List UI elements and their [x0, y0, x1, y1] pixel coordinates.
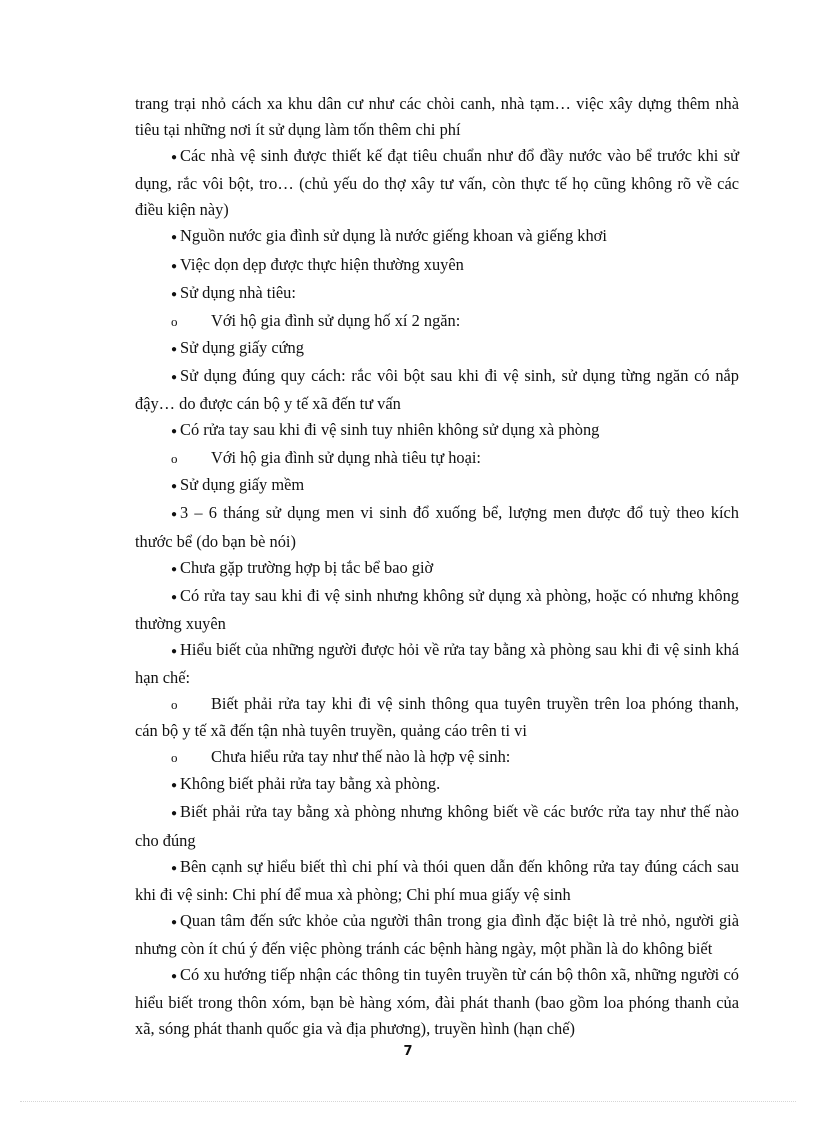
sub-item — [135, 691, 739, 744]
circle-bullet-icon: o — [171, 313, 178, 329]
circle-bullet-icon: o — [171, 451, 178, 467]
paragraph-text: Có xu hướng tiếp nhận các thông tin tuyên truyền từ cán bộ thôn xã, những người có hiểu biết trong thôn xóm, bạn bè hàng xóm, đài phát thanh (bao gồm loa phóng thanh của xã, sóng phát thanh quốc gia và địa phương), truyền hình (hạn chế) — [135, 965, 739, 1039]
bullet-item — [135, 637, 739, 691]
bullet-icon: ● — [171, 232, 178, 244]
sub-item — [135, 308, 739, 335]
bullet-item — [135, 417, 739, 445]
bullet-icon: ● — [171, 862, 178, 874]
circle-bullet-icon: o — [171, 697, 178, 713]
bullet-item — [135, 771, 739, 799]
paragraph-text: Bên cạnh sự hiểu biết thì chi phí và thói quen dẫn đến không rửa tay đúng cách sau khi đi vệ sinh: Chi phí để mua xà phòng; Chi phí mua giấy vệ sinh — [135, 856, 739, 904]
bullet-item — [135, 280, 739, 308]
bullet-icon: ● — [171, 971, 178, 982]
page-number: 7 — [403, 1044, 413, 1059]
bullet-icon: ● — [171, 371, 178, 383]
bullet-icon: ● — [171, 288, 178, 300]
paragraph-text: Với hộ gia đình sử dụng hố xí 2 ngăn: — [211, 310, 461, 330]
paragraph-text: Các nhà vệ sinh được thiết kế đạt tiêu chuẩn như đổ đầy nước vào bể trước khi sử dụng, rắc vôi bột, tro… (chủ yếu do thợ xây tư vấn, còn thực tế họ cũng không rõ về các điều kiện này) — [135, 146, 739, 220]
paragraph-text: Quan tâm đến sức khỏe của người thân trong gia đình đặc biệt là trẻ nhỏ, người già nhưng còn ít chú ý đến việc phòng tránh các bệnh hàng ngày, một phần là do không biết — [135, 910, 739, 958]
bullet-item — [135, 799, 739, 853]
bullet-item — [135, 854, 739, 908]
circle-bullet-icon: o — [171, 750, 178, 766]
paragraph-text: 3 – 6 tháng sử dụng men vi sinh đổ xuống bể, lượng men được đổ tuỳ theo kích thước bể (do bạn bè nói) — [135, 503, 739, 551]
paragraph-text: Việc dọn dẹp được thực hiện thường xuyên — [180, 254, 464, 274]
paragraph-text: Biết phải rửa tay bằng xà phòng nhưng không biết về các bước rửa tay như thế nào cho đúng — [135, 802, 739, 850]
sub-item — [135, 445, 739, 472]
bullet-icon: ● — [171, 509, 178, 521]
paragraph-text: Sử dụng đúng quy cách: rắc vôi bột sau khi đi vệ sinh, sử dụng từng ngăn có nắp đậy… do được cán bộ y tế xã đến tư vấn — [135, 365, 739, 414]
paragraph-text: trang trại nhỏ cách xa khu dân cư như các chòi canh, nhà tạm… việc xây dựng thêm nhà tiêu tại những nơi ít sử dụng làm tốn thêm chi phí — [135, 94, 739, 140]
bullet-icon: ● — [171, 152, 178, 164]
paragraph — [135, 91, 739, 143]
paragraph-text: Nguồn nước gia đình sử dụng là nước giếng khoan và giếng khơi — [180, 226, 607, 246]
bullet-icon: ● — [171, 426, 178, 438]
bullet-icon: ● — [171, 591, 178, 603]
bullet-item — [135, 500, 739, 554]
paragraph-text: Sử dụng giấy mềm — [180, 475, 305, 495]
paragraph-text: Với hộ gia đình sử dụng nhà tiêu tự hoại: — [211, 448, 481, 468]
paragraph-text: Có rửa tay sau khi đi vệ sinh tuy nhiên không sử dụng xà phòng — [180, 420, 600, 440]
bullet-item — [135, 335, 739, 363]
paragraph-text: Sử dụng nhà tiêu: — [180, 282, 296, 302]
paragraph-text: Chưa hiểu rửa tay như thế nào là hợp vệ sinh: — [211, 747, 511, 767]
paragraph-text: Chưa gặp trường hợp bị tắc bể bao giờ — [180, 557, 434, 577]
sub-item — [135, 744, 739, 771]
bullet-item — [135, 583, 739, 637]
bullet-icon: ● — [171, 645, 178, 657]
bullet-icon: ● — [171, 481, 178, 493]
bullet-item — [135, 472, 739, 500]
bullet-item — [135, 143, 739, 223]
bullet-item — [135, 363, 739, 417]
bullet-icon: ● — [171, 563, 178, 575]
bullet-item — [135, 962, 739, 1042]
bullet-item — [135, 223, 739, 251]
bullet-icon: ● — [171, 260, 178, 272]
page-bottom-rule — [20, 1101, 796, 1102]
bullet-icon: ● — [171, 343, 178, 355]
bullet-item — [135, 252, 739, 280]
bullet-item — [135, 555, 739, 583]
bullet-icon: ● — [171, 916, 178, 928]
paragraph-text: Hiểu biết của những người được hỏi về rửa tay bằng xà phòng sau khi đi vệ sinh khá hạn chế: — [135, 639, 739, 687]
body-text — [135, 91, 739, 1042]
paragraph-text: Không biết phải rửa tay bằng xà phòng. — [180, 774, 441, 794]
paragraph-text: Có rửa tay sau khi đi vệ sinh nhưng không sử dụng xà phòng, hoặc có nhưng không thường xuyên — [135, 585, 739, 633]
bullet-item — [135, 908, 739, 962]
bullet-icon: ● — [171, 808, 178, 820]
paragraph-text: Sử dụng giấy cứng — [180, 337, 304, 357]
paragraph-text: Biết phải rửa tay khi đi vệ sinh thông qua tuyên truyền trên loa phóng thanh, cán bộ y tế xã đến tận nhà tuyên truyền, quảng cáo trên ti vi — [135, 694, 739, 741]
bullet-icon: ● — [171, 780, 178, 792]
